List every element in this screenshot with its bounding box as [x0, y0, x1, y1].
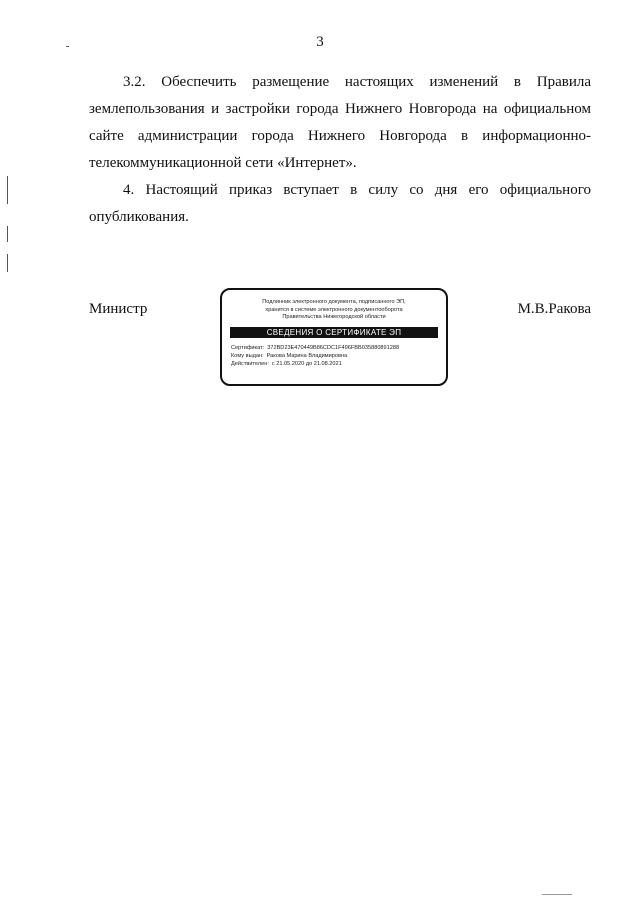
scan-artifact [7, 254, 8, 272]
scan-artifact [7, 226, 8, 242]
certificate-line [231, 344, 438, 352]
validity-value: с 21.05.2020 до 21.08.2021 [271, 360, 342, 367]
scan-artifact [7, 176, 8, 204]
issued-to-label: Кому выдан: [231, 352, 264, 359]
signer-position: Министр [89, 301, 148, 317]
document-body [89, 69, 591, 231]
signature-block [89, 288, 591, 390]
scan-artifact [542, 894, 572, 895]
stamp-header [222, 299, 446, 322]
signer-name: М.В.Ракова [517, 301, 591, 317]
certificate-value: 372BD23E470449B86CDC1F496FBB035880891288 [267, 344, 400, 351]
issued-to-line [231, 352, 438, 360]
stamp-title-band: СВЕДЕНИЯ О СЕРТИФИКАТЕ ЭП [230, 327, 438, 338]
scan-artifact [66, 46, 69, 47]
paragraph-3-2: 3.2. Обеспечить размещение настоящих изменений в Правила землепользования и застройки города Нижнего Новгорода на официальном сайте администрации города Нижнего Новгорода в информационно-телекоммуникационной сети «Интернет». [89, 74, 591, 171]
stamp-details [231, 344, 438, 368]
paragraph-4: 4. Настоящий приказ вступает в силу со дня его официального опубликования. [89, 182, 591, 225]
electronic-signature-stamp [220, 288, 448, 386]
page-number: 3 [316, 34, 324, 50]
issued-to-value: Ракова Марина Владимировна [266, 352, 348, 359]
validity-line [231, 360, 438, 368]
stamp-header-line: Правительства Нижегородской области [282, 314, 386, 321]
stamp-header-line: хранится в системе электронного документооборота [265, 306, 403, 313]
stamp-header-line: Подлинник электронного документа, подписанного ЭП, [262, 299, 406, 305]
validity-label: Действителен: [231, 360, 269, 367]
certificate-label: Сертификат: [231, 344, 265, 351]
